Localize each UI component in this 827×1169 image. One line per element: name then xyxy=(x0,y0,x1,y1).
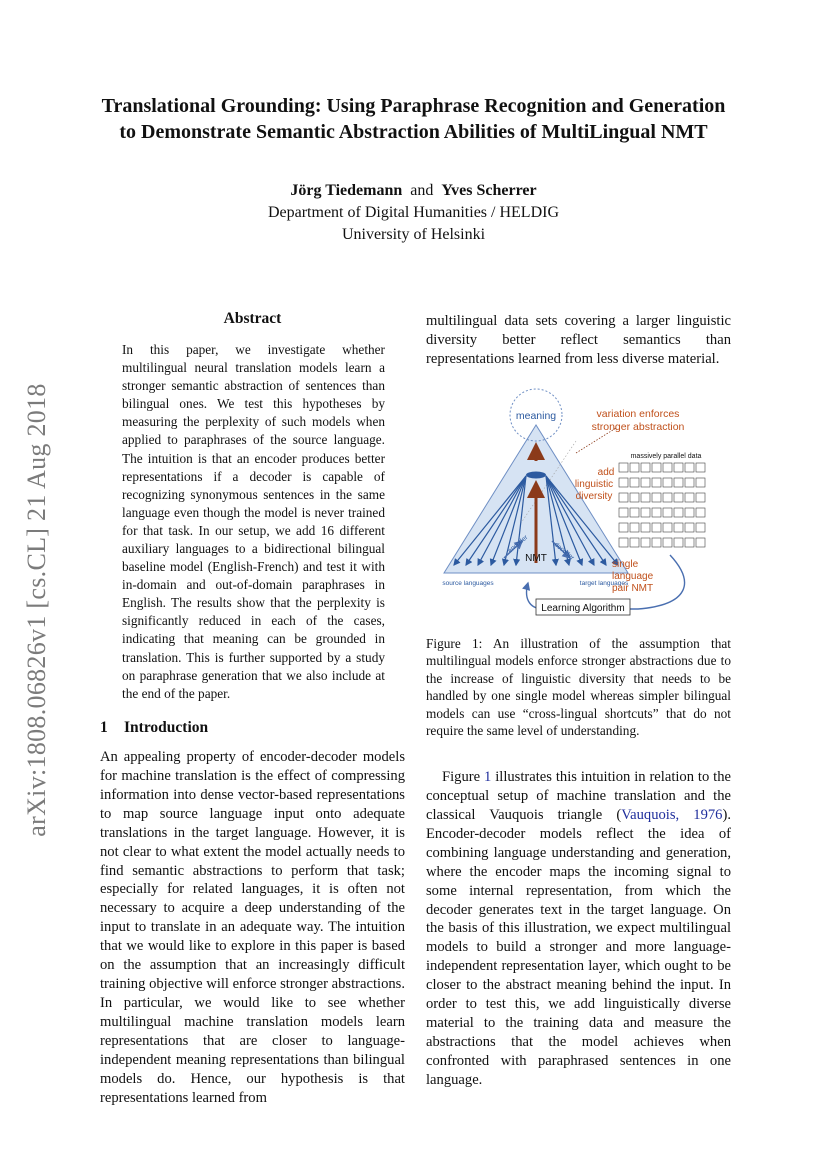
author-and: and xyxy=(410,182,434,199)
section-title: Introduction xyxy=(124,718,209,736)
learning-algorithm-label: Learning Algorithm xyxy=(541,602,625,614)
arxiv-stamp xyxy=(22,355,52,865)
single-pair-line-2: language xyxy=(612,570,654,582)
intro-paragraph-1-continued: multilingual data sets covering a larger linguistic diversity better reflect semantics than representations learned from less diverse material. xyxy=(426,313,731,367)
massively-parallel-label: massively parallel data xyxy=(630,452,702,460)
abstract-heading: Abstract xyxy=(223,310,282,327)
para2-text-c: ). Encoder-decoder models reflect the idea of combining language understanding and generation, where the encoder maps the incoming signal to some internal representation, from which the decoder generates text in the target language. On the basis of this illustration, we expect multilingual models to build a stronger and more language-independent representation layer, which ought to be closer to the abstract meaning behind the input. In order to test this, we add linguistically diverse material to the training data and measure the abstractions that the model achieves when confronted with paraphrased sentences in one language. xyxy=(426,806,731,1089)
author-name-1: Jörg Tiedemann xyxy=(290,182,403,199)
figure-reference-link[interactable]: 1 xyxy=(484,768,492,785)
variation-label-line-1: variation enforces xyxy=(596,407,680,420)
author-block xyxy=(80,180,747,246)
variation-label-line-2: stronger abstraction xyxy=(591,420,685,433)
add-diversity-line-2: linguistic xyxy=(574,478,614,490)
single-pair-line-1: single xyxy=(612,558,639,570)
citation-link-vauquois[interactable]: Vauquois, 1976 xyxy=(621,806,723,823)
intro-paragraph-1: An appealing property of encoder-decoder models for machine translation is the effect of compressing information into dense vector-based representations to map source language input onto adequate translations in the target language. However, it is not clear to what extent the model actually needs to find semantic abstractions to perform that task; especially for related languages, it is often not necessary to acquire a deep understanding of the input to translate in an adequate way. The intuition that we would like to explore in this paper is based on the assumption that an increasingly difficult training objective will enforce stronger abstractions. In particular, we would like to see whether multilingual machine translation models learn representations that are closer to language-independent meaning representations than bilingual models do. Hence, our hypothesis is that representations learned from xyxy=(100,748,405,1106)
single-pair-line-3: pair NMT xyxy=(612,582,654,594)
vauquois-diagram xyxy=(426,383,731,623)
target-languages-label: target languages xyxy=(579,579,629,587)
add-diversity-line-3: diversity xyxy=(575,490,613,502)
author-name-2: Yves Scherrer xyxy=(441,182,537,199)
parallel-data-grid xyxy=(619,463,705,547)
abstract-text: In this paper, we investigate whether multilingual neural translation models learn a stronger semantic abstraction of sentences than bilingual ones. We test this hypotheses by measuring the perplexity of such models when applied to paraphrases of the source language. The intuition is that an encoder produces better representations if a decoder is capable of recognizing synonymous sentences in the same language even though the model is never trained for that task. In our setup, we add 16 different auxiliary languages to a bidirectional bilingual baseline model (English-French) and test it with in-domain and out-of-domain paraphrases in English. The results show that the perplexity is significantly reduced in each of the cases, indicating that meaning can be grounded in translation. This is further supported by a study on paraphrase generation that we also include at the end of the paper. xyxy=(122,341,385,701)
section-heading-introduction xyxy=(100,719,405,738)
arxiv-id: arXiv:1808.06826v1 [cs.CL] 21 Aug 2018 xyxy=(22,383,51,837)
representation-hub xyxy=(526,471,546,478)
meaning-label: meaning xyxy=(515,409,557,422)
decoder-label: decoder xyxy=(552,541,576,562)
figure-1 xyxy=(426,383,731,623)
nmt-label: NMT xyxy=(525,552,547,564)
title-line-2: to Demonstrate Semantic Abstraction Abilities of MultiLingual NMT xyxy=(119,121,708,143)
affiliation-department: Department of Digital Humanities / HELDIG xyxy=(267,204,560,221)
para2-text-b: illustrates this intuition in relation to the conceptual setup of machine translation and the classical Vauquois triangle ( xyxy=(426,768,731,823)
section-number: 1 xyxy=(100,718,108,736)
intro-paragraph-2 xyxy=(426,768,731,1090)
encoder-label: encoder xyxy=(506,533,530,555)
affiliation-university: University of Helsinki xyxy=(341,226,486,243)
source-languages-label: source languages xyxy=(442,579,494,587)
figure-1-caption: Figure 1: An illustration of the assumption that multilingual models enforce stronger abstractions due to the increase of linguistic diversity that needs to be handled by one single model whereas simpler bilingual models can use “cross-lingual shortcuts” that do not require the same level of understanding. xyxy=(426,635,731,739)
title-line-1: Translational Grounding: Using Paraphrase Recognition and Generation xyxy=(101,95,726,117)
para2-text-a: Figure xyxy=(442,768,485,785)
right-column xyxy=(426,312,731,1090)
left-column xyxy=(100,310,405,1108)
add-diversity-line-1: add xyxy=(597,466,615,478)
paper-title xyxy=(80,93,747,145)
